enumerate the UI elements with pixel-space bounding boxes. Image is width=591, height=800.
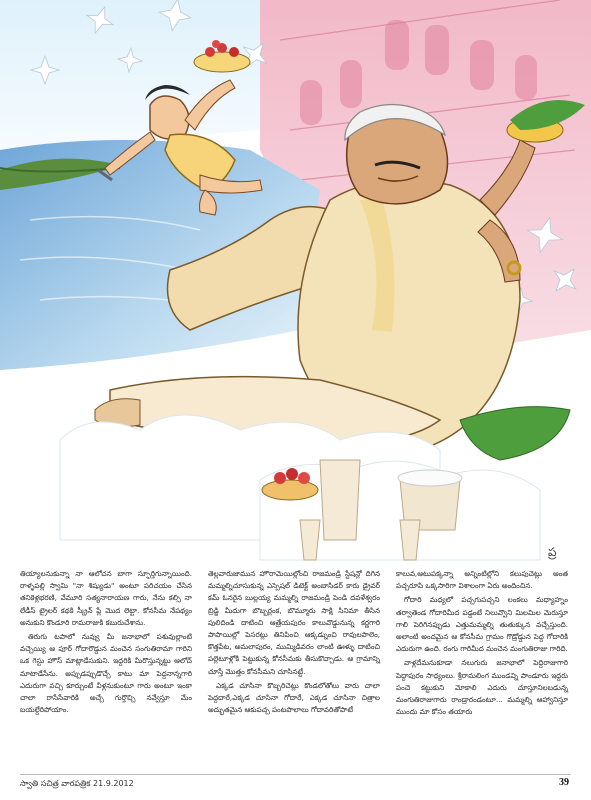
paragraph: తియ్యాలనుకున్నా నా ఆలోచన బాగా స్ఫూర్తిగున్నాయింది. రాళ్ళపల్లి స్వామి "నా శిష్యుడు" అంటూ పరిచయం చేసిన తనికెళ్లభరణి, వేమూరి సత్యనారాయణ గారు, నేను కల్సి నా లేడీస్ ట్రైలర్ కథకి స్క్రీన్ ప్లే మొద లెట్టా. కోనసీమ నేపథ్యం అనుకుని కొండూరి రామరాజుకి కబురుచేశాను. (20, 569, 192, 627)
footer-publication: స్వాతి సచిత్ర వారపత్రిక 21.9.2012 (20, 779, 134, 788)
paragraph: కాలువ,ఆటుపక్కన్నా అన్నింటిల్లోని కలుపుచెట్లు అంత పచ్చరూపి ఒక్కసారిగా విశాలంగా ఏరు అందించిన. (396, 569, 568, 591)
paragraph: ఎక్కడ చూసినా కొబ్బరిచెట్లు కొండలోతోలు వారు చాలా పెద్దదారే,ఎక్కడ చూసినా గోదారే, ఎక్కడ చూసినా చిత్రాల అద్భుతమైన ఆకుపచ్చ పంటపొలాలు గోదావరితోపాటే (208, 680, 380, 715)
article-body (0, 568, 591, 768)
column-1 (20, 568, 192, 718)
column-3 (396, 568, 568, 720)
paragraph: తిరుగు టపాలో నువ్వు మీ జనాభాలో పశువుల్లాంటి వచ్చెయ్యి ఆ పూర్ గోదారొడ్డున మంచెన సంగుతిరామా గారిని ఒక గెస్టు హౌస్ మాట్లాడేసుకుని. ఇద్దరికి మీరొస్తున్నట్టు ఆలోచ్ మాటాడేసేను. అప్పుడప్పుడొచ్చే కాటు మా పెద్దనాన్నగారి ఎదురుగా వచ్చి కూర్చుంటే వీళ్లనుకుంటూ గారు అంటూ ఇంకా చాలా రాసేసేవారికి అచ్చే గుర్తొచ్చి నవ్వేస్తూ మేం బయల్దేరిపోయాం. (20, 632, 192, 715)
paragraph: గోదారి మధ్యలో పచ్చగుపచ్చని లంకలు మధ్యాహ్నం తర్వాతెండ గోదారిమీద పడ్డంటే నిలువ్వొని మిలమిల మెరుస్తూ గాలి పెరిగినప్పుడు ఎత్తుమమ్మల్ని తుతుక్కున వచ్చేస్తుంది. అలాంటి అందమైన ఆ కోనసీమ గ్రామం గొడ్రోడ్డున పెద్ద గోదారికి ఎదురుగా ఉంది. రంగు గారిమీద మంచెన మంగుతిరాజు గారిది. (396, 595, 568, 654)
footer-divider (20, 774, 571, 775)
artist-signature: ప్ర (548, 545, 557, 559)
paragraph: తెల్లవారుజామున హౌరామెయిల్లోంచి రాజమండ్రి స్టేషన్లో దిగిన మమ్మల్నిచూసుకున్న ఎస్పెషల్ డిటెక్ట్ అంబాసిడర్ కారు డ్రైవర్ కమ్ ఓనరైన బుల్లయ్య మమ్మల్ని రాజమండ్రి పెండి దవళేశ్వరం బ్రిడ్జి మీదుగా బొబ్బర్లంక, బొమ్మూరు సాక్షి సినిమా తీసిన పులిదిండి దాటించి ఆత్రేయపురం కాలువొడ్డునున్న కర్ణగారి పాపాయిల్లో పెసరట్లు తినిపించి ఆక్కడ్నుంచి రావులపాలెం, కొత్తపేట, అమలాపురం, ముమ్మిడివరం లాంటి ఊళ్ళు దాటించి పల్లెటూళ్లోకి పెట్టుకున్న కోనసీమకు తీసుకొచ్చాడు. ఆ గ్రామాన్ని చూస్తే మొత్తం కోనసీమని చూసినట్టే. (208, 569, 380, 676)
page-number: 39 (559, 777, 569, 788)
paragraph: వాళ్లదేమనుకూడా నలుగురు జనాభాలో పెద్దిరాజుగారి పెద్దాపురం సాధ్యంలు. శ్రీరామలింగ ముండవ్ని పాండూరు ఇద్దరు పంచె కట్టుకుని మోకాలి ఎదురు చూస్తూనిలబడున్న మంగుతిరాజుగారు రాండ్రారండంటూ... మమ్మల్ని ఆహ్వానిస్తూ ముందు మా కోసం తయారు (396, 658, 568, 717)
column-2 (208, 568, 380, 718)
